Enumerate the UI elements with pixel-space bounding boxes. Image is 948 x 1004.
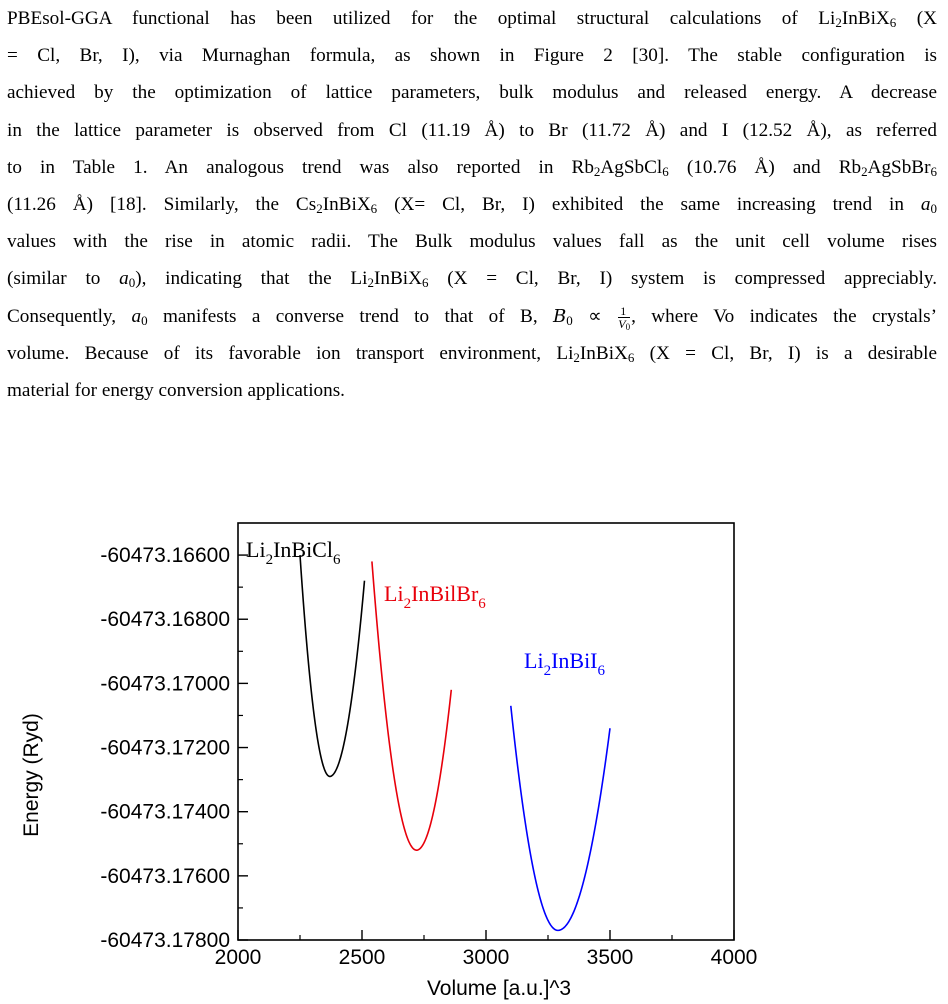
subscript: 0 xyxy=(566,312,573,328)
series-label-1 xyxy=(246,537,341,568)
paragraph-line xyxy=(7,112,937,149)
fraction-denominator xyxy=(618,318,630,330)
y-tick-label: -60473.17200 xyxy=(100,736,230,760)
label-subscript: 6 xyxy=(478,596,486,612)
text-run: , where Vo indicates the crystals’ xyxy=(631,305,937,327)
curves xyxy=(300,555,610,930)
subscript: 2 xyxy=(593,163,601,179)
text-run: material for energy conversion applications. xyxy=(7,379,345,401)
subscript: 0 xyxy=(930,200,937,216)
x-axis-label: Volume [a.u.]^3 xyxy=(426,977,572,1000)
text-run: ), indicating that the Li xyxy=(135,268,368,290)
text-run: PBEsol-GGA functional has been utilized for the optimal structural calculations of Li xyxy=(7,8,836,29)
x-axis-ticks xyxy=(215,930,758,969)
fraction-denominator-subscript: 0 xyxy=(625,321,631,332)
subscript: 0 xyxy=(128,275,136,291)
series-label-3 xyxy=(524,648,606,679)
math-symbol: B xyxy=(553,305,567,327)
subscript: 6 xyxy=(662,163,669,179)
x-tick-label: 2000 xyxy=(214,946,262,969)
text-run: AgSbBr xyxy=(867,156,931,178)
math-symbol: a xyxy=(920,193,931,215)
text-run: (X = Cl, Br, I) system is compressed appreciably. xyxy=(428,268,937,290)
paragraph-line xyxy=(7,372,937,409)
label-text: Li xyxy=(384,581,404,606)
text-run: in the lattice parameter is observed from Cl (11.19 Å) to Br (11.72 Å) and I (12.52 Å), as referred xyxy=(7,119,937,141)
text-run: ∝ xyxy=(572,305,618,327)
y-tick-label: -60473.17800 xyxy=(100,929,230,952)
body-paragraph xyxy=(7,0,937,409)
plot-area-border xyxy=(238,523,734,940)
fraction-denominator-symbol: V xyxy=(618,316,626,331)
text-run: values with the rise in atomic radii. The Bulk modulus values fall as the unit cell volume rises xyxy=(7,231,937,253)
subscript: 6 xyxy=(930,163,937,179)
y-tick-label: -60473.17400 xyxy=(100,800,230,824)
math-symbol: a xyxy=(131,305,142,327)
subscript: 6 xyxy=(627,349,635,365)
label-text: Li xyxy=(524,648,544,673)
fraction xyxy=(618,305,630,330)
text-run: InBiX xyxy=(373,268,422,290)
paragraph-line xyxy=(7,37,937,74)
label-text: InBiCl xyxy=(273,537,333,562)
y-tick-label: -60473.16600 xyxy=(100,544,230,568)
paragraph-line xyxy=(7,186,937,223)
text-run: InBiX xyxy=(841,8,890,29)
text-run: (X xyxy=(896,8,937,29)
text-run: achieved by the optimization of lattice parameters, bulk modulus and released energy. A decrease xyxy=(7,82,937,104)
label-subscript: 2 xyxy=(403,596,412,612)
paragraph-line xyxy=(7,298,937,335)
label-text: InBilBr xyxy=(411,581,479,606)
x-tick-label: 3000 xyxy=(462,946,510,969)
text-run: (X = Cl, Br, I) is a desirable xyxy=(634,342,937,364)
subscript: 2 xyxy=(835,15,842,30)
x-tick-label: 3500 xyxy=(586,946,634,969)
label-text: InBiI xyxy=(551,648,598,673)
paragraph-line xyxy=(7,149,937,186)
text-run: AgSbCl xyxy=(600,156,663,178)
label-text: Li xyxy=(246,537,266,562)
x-tick-label: 4000 xyxy=(710,946,758,969)
text-run: volume. Because of its favorable ion transport environment, Li xyxy=(7,342,574,364)
text-run: InBiX xyxy=(579,342,628,364)
text-run: = Cl, Br, I), via Murnaghan formula, as shown in Figure 2 [30]. The stable configuration is xyxy=(7,45,937,67)
subscript: 2 xyxy=(367,275,374,291)
y-axis-label: Energy (Ryd) xyxy=(20,713,43,837)
text-run: (11.26 Å) [18]. Similarly, the Cs xyxy=(7,193,317,215)
math-symbol: a xyxy=(119,268,129,290)
text-run: to in Table 1. An analogous trend was also reported in Rb xyxy=(7,156,594,178)
label-subscript: 2 xyxy=(543,663,552,679)
subscript: 6 xyxy=(889,15,897,30)
paragraph-line xyxy=(7,0,937,37)
y-axis-ticks xyxy=(100,544,248,952)
series-curve-3 xyxy=(511,706,610,931)
fraction-numerator: 1 xyxy=(618,305,630,318)
label-subscript: 2 xyxy=(265,552,274,568)
text-run: (similar to xyxy=(7,268,120,290)
paragraph-line xyxy=(7,223,937,260)
text-run: (10.76 Å) and Rb xyxy=(668,156,862,178)
series-labels xyxy=(246,537,606,679)
energy-volume-chart xyxy=(14,510,934,1004)
label-subscript: 6 xyxy=(332,552,341,568)
subscript: 6 xyxy=(370,200,378,216)
y-tick-label: -60473.16800 xyxy=(100,608,230,632)
y-tick-label: -60473.17000 xyxy=(100,672,230,696)
paragraph-line xyxy=(7,260,937,297)
text-run: (X= Cl, Br, I) exhibited the same increasing trend in xyxy=(377,193,921,215)
subscript: 2 xyxy=(316,200,323,216)
text-run: Consequently, xyxy=(7,305,132,327)
series-curve-1 xyxy=(300,555,364,776)
x-tick-label: 2500 xyxy=(338,946,386,969)
subscript: 6 xyxy=(421,275,429,291)
y-tick-label: -60473.17600 xyxy=(100,864,230,888)
text-run: InBiX xyxy=(322,193,371,215)
plot-frame xyxy=(238,523,734,940)
text-run: manifests a converse trend to that of B, xyxy=(147,305,554,327)
subscript: 2 xyxy=(573,349,580,365)
subscript: 2 xyxy=(861,163,868,179)
subscript: 0 xyxy=(141,312,148,328)
paragraph-line xyxy=(7,335,937,372)
series-label-2 xyxy=(384,581,486,612)
paragraph-line xyxy=(7,74,937,111)
label-subscript: 6 xyxy=(597,663,606,679)
